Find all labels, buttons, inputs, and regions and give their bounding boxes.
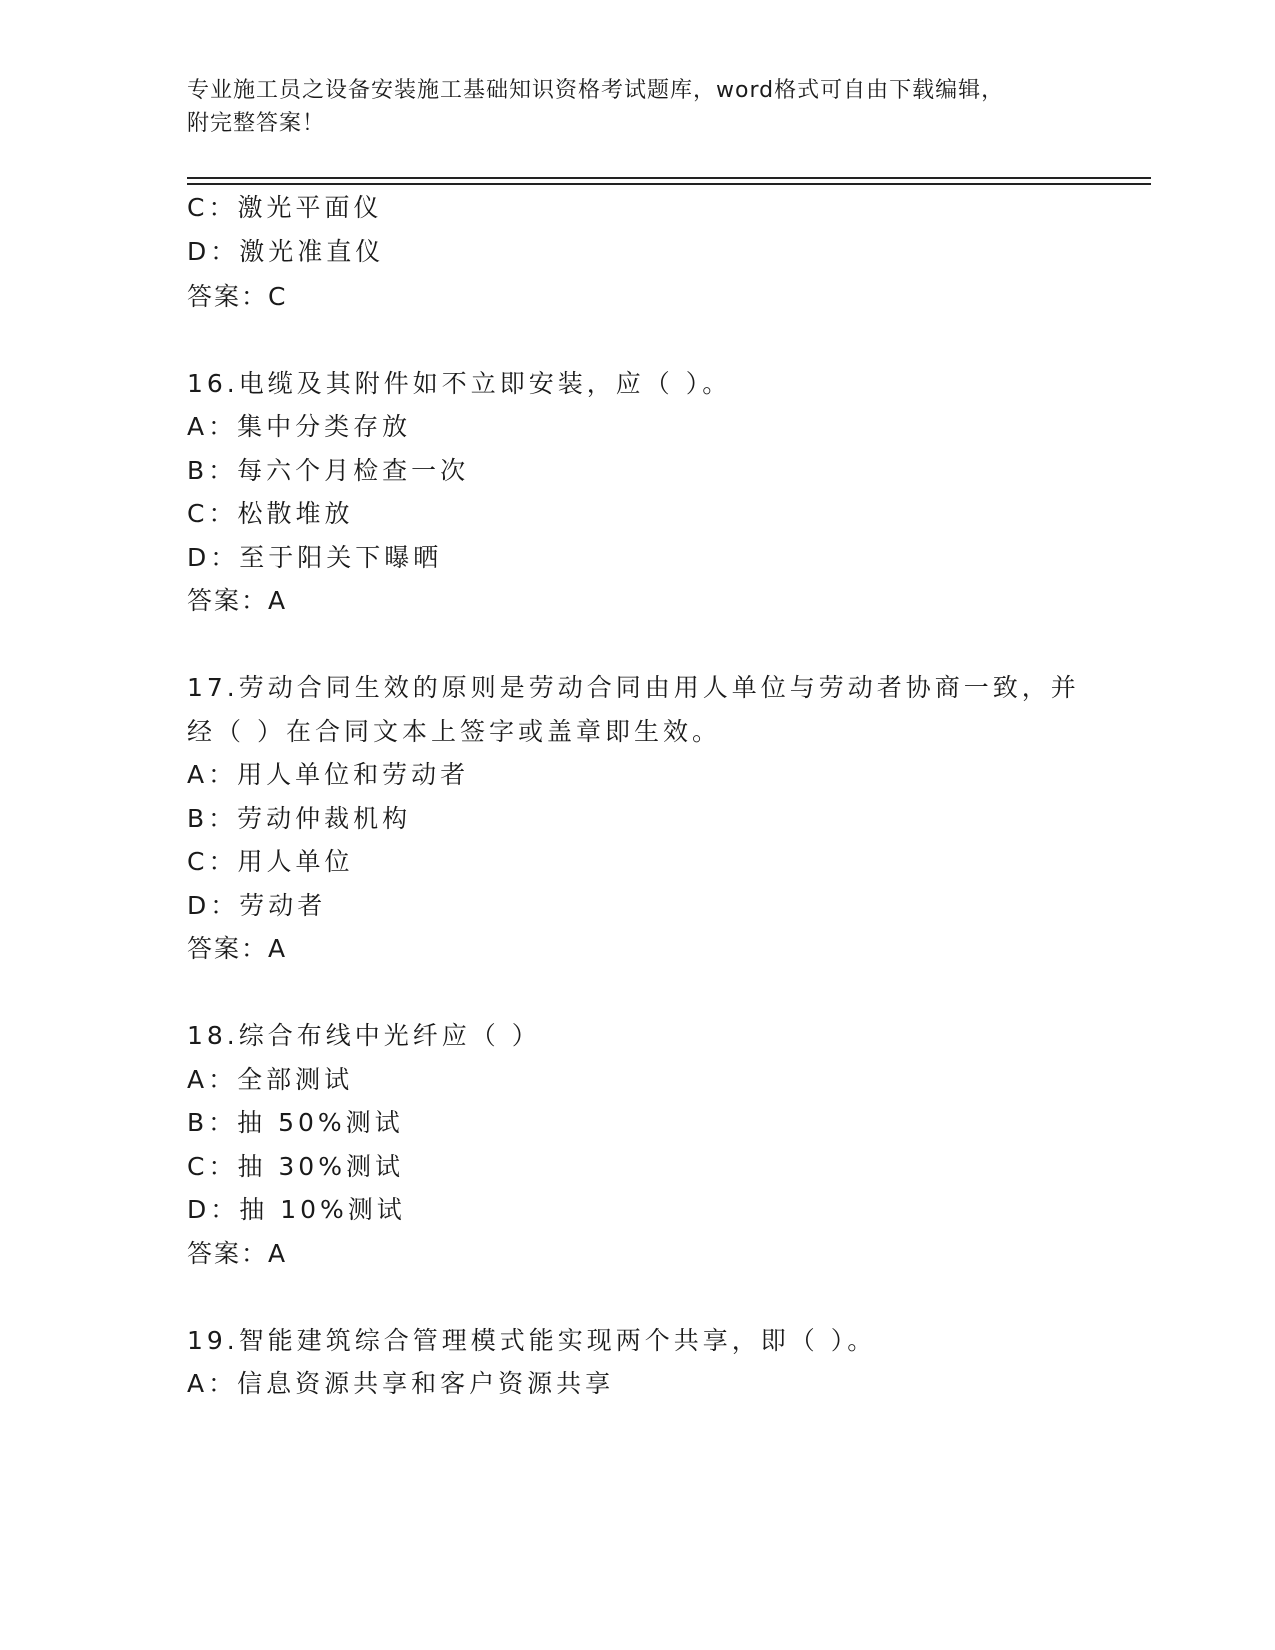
header-divider-top: [187, 177, 1151, 179]
question-16-option-b: B：每六个月检查一次: [187, 456, 470, 485]
question-16-option-c: C：松散堆放: [187, 499, 354, 528]
option-c: C：激光平面仪: [187, 193, 383, 222]
question-16-option-d: D：至于阳关下曝晒: [187, 543, 443, 572]
question-17-answer: 答案：A: [187, 934, 288, 963]
question-18-stem: 18.综合布线中光纤应（ ）: [187, 1021, 541, 1050]
question-17-option-b: B：劳动仲裁机构: [187, 804, 412, 833]
question-17-stem-line-1: 17.劳动合同生效的原则是劳动合同由用人单位与劳动者协商一致，并: [187, 673, 1080, 702]
question-19-stem: 19.智能建筑综合管理模式能实现两个共享，即（ ）。: [187, 1326, 877, 1355]
question-18-option-b: B：抽 50%测试: [187, 1108, 404, 1137]
question-17-option-c: C：用人单位: [187, 847, 354, 876]
question-18-option-c: C：抽 30%测试: [187, 1152, 404, 1181]
option-d: D：激光准直仪: [187, 237, 385, 266]
question-17-option-d: D：劳动者: [187, 891, 327, 920]
question-18-option-a: A：全部测试: [187, 1065, 354, 1094]
question-16-option-a: A：集中分类存放: [187, 412, 412, 441]
question-18-answer: 答案：A: [187, 1239, 288, 1268]
question-16-answer: 答案：A: [187, 586, 288, 615]
question-19-option-a: A：信息资源共享和客户资源共享: [187, 1369, 615, 1398]
header-divider-bottom: [187, 183, 1151, 185]
header-line-1: 专业施工员之设备安装施工基础知识资格考试题库，word格式可自由下载编辑，: [187, 78, 1005, 103]
question-17-stem-line-2: 经（ ）在合同文本上签字或盖章即生效。: [187, 717, 721, 746]
answer-line: 答案：C: [187, 282, 288, 311]
question-17-option-a: A：用人单位和劳动者: [187, 760, 470, 789]
header-line-2: 附完整答案！: [187, 111, 326, 136]
question-18-option-d: D：抽 10%测试: [187, 1195, 406, 1224]
document-header: [187, 74, 1087, 140]
question-16-stem: 16.电缆及其附件如不立即安装，应（ ）。: [187, 369, 732, 398]
